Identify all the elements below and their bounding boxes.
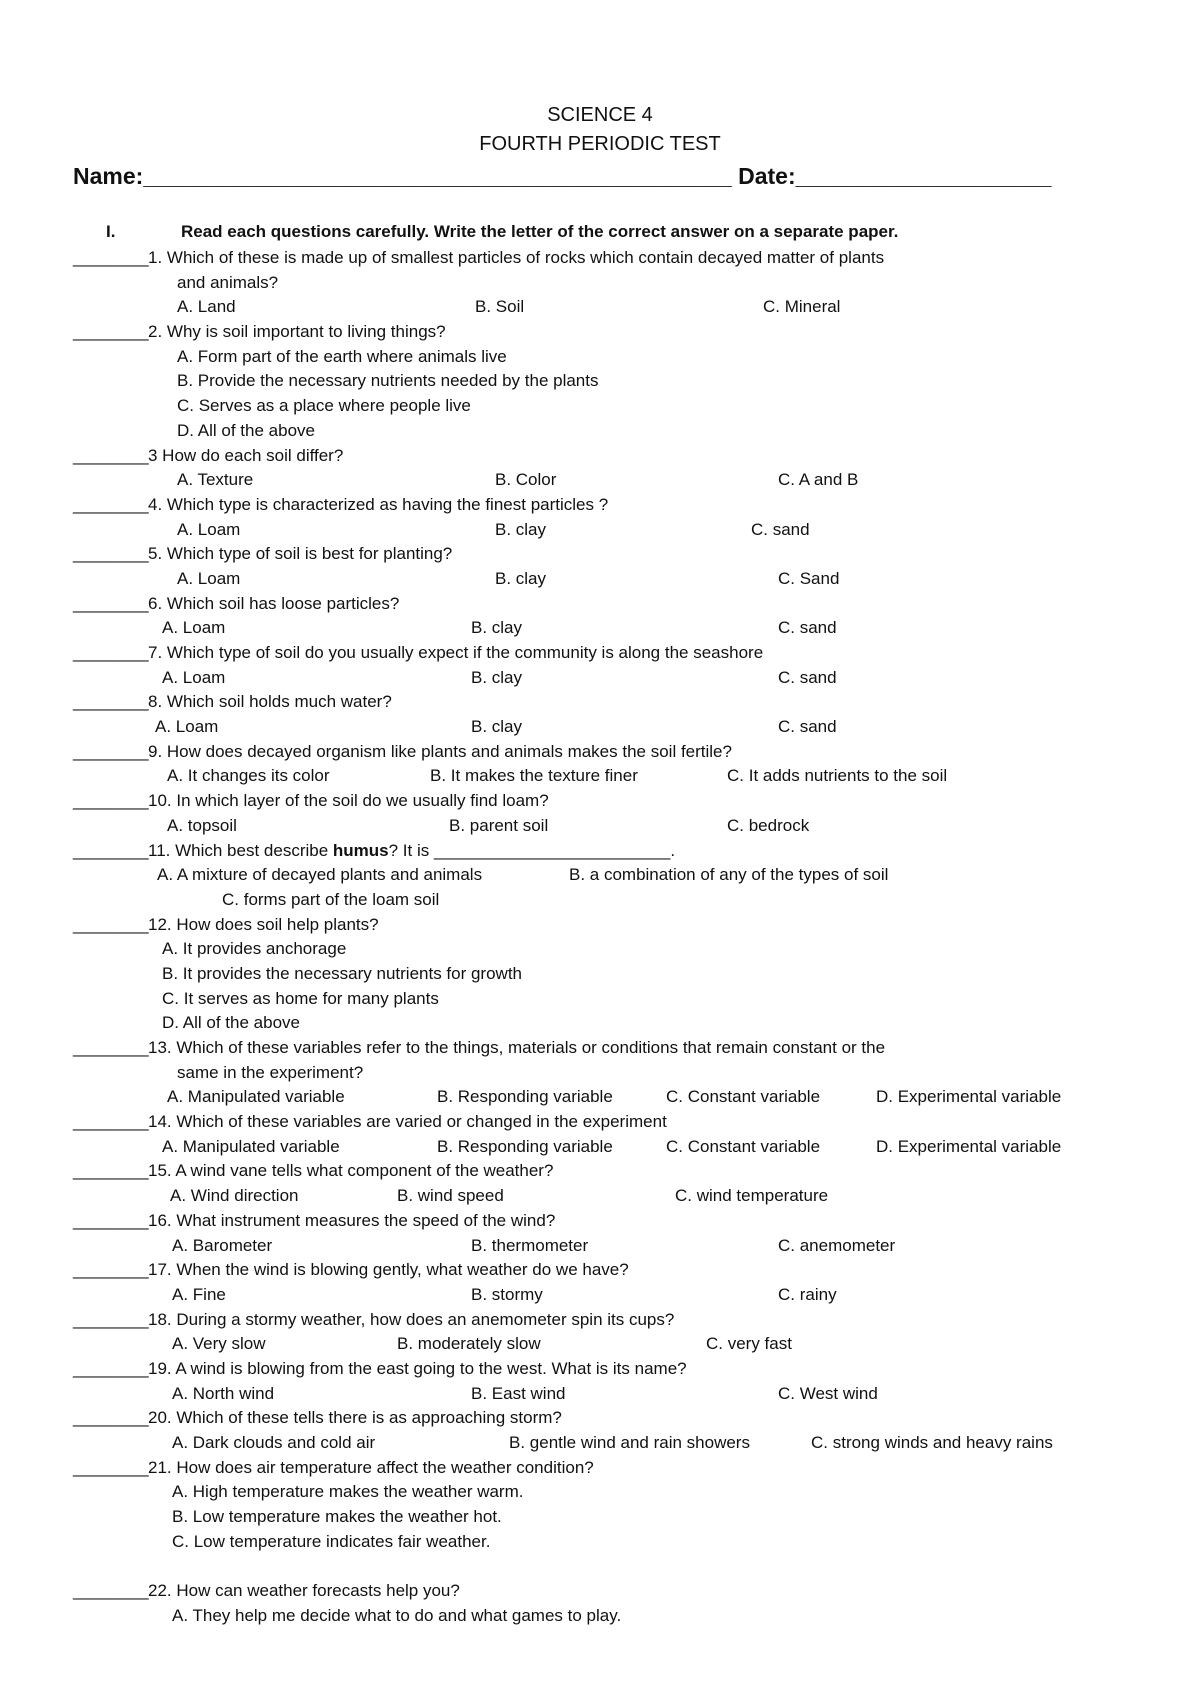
answer-blank[interactable]: ________ <box>73 1210 149 1230</box>
question-text: 5. Which type of soil is best for planting? <box>148 544 453 564</box>
question-text: 20. Which of these tells there is as approaching storm? <box>148 1408 562 1428</box>
answer-blank[interactable]: ________ <box>73 1161 149 1181</box>
question-continuation-line <box>0 273 1200 298</box>
option-line <box>0 421 1200 446</box>
date-field[interactable]: ____________________ <box>795 163 1052 189</box>
answer-option[interactable]: B. gentle wind and rain showers <box>509 1433 750 1452</box>
option-row <box>0 618 1200 643</box>
answer-option[interactable]: C. A and B <box>778 470 859 490</box>
question-text: 8. Which soil holds much water? <box>148 692 392 712</box>
option-row <box>0 569 1200 594</box>
option-line <box>0 989 1200 1014</box>
question-text: 4. Which type is characterized as having the finest particles ? <box>148 494 609 514</box>
option-line <box>0 1482 1200 1507</box>
answer-option[interactable]: A. It provides anchorage <box>162 939 347 959</box>
option-continuation-line <box>0 890 1200 915</box>
question-line <box>0 446 1200 471</box>
answer-blank[interactable]: ________ <box>73 1581 149 1601</box>
question-line <box>0 742 1200 767</box>
answer-option[interactable]: B. parent soil <box>449 815 549 835</box>
answer-option[interactable]: A. Form part of the earth where animals live <box>177 346 507 366</box>
question-text-after: ? It is _________________________. <box>388 840 676 860</box>
question-text: 15. A wind vane tells what component of the weather? <box>148 1161 554 1181</box>
answer-option[interactable]: C. West wind <box>778 1383 878 1403</box>
answer-option[interactable]: C. Serves as a place where people live <box>177 396 471 416</box>
answer-option[interactable]: A. Land <box>177 297 236 317</box>
option-row <box>0 297 1200 322</box>
option-row <box>0 717 1200 742</box>
answer-option[interactable]: C. sand <box>778 618 837 638</box>
answer-blank[interactable]: ________ <box>73 1038 149 1057</box>
question-continuation-line <box>0 1063 1200 1088</box>
answer-option[interactable]: B. clay <box>495 568 547 588</box>
question-text: 16. What instrument measures the speed of the wind? <box>148 1210 556 1230</box>
answer-option[interactable]: B. thermometer <box>471 1235 589 1255</box>
option-row <box>0 470 1200 495</box>
answer-blank[interactable]: ________ <box>73 643 149 662</box>
answer-option[interactable]: B. clay <box>471 618 523 638</box>
answer-option[interactable]: D. All of the above <box>177 420 315 440</box>
answer-option[interactable]: A. Loam <box>177 519 241 539</box>
name-date-row <box>73 163 1051 190</box>
question-text: 7. Which type of soil do you usually expect if the community is along the seashore <box>148 643 764 662</box>
option-row <box>0 1285 1200 1310</box>
answer-option[interactable]: C. wind temperature <box>675 1186 829 1206</box>
question-line <box>0 1260 1200 1285</box>
answer-option[interactable]: B. stormy <box>471 1284 543 1304</box>
question-line <box>0 643 1200 668</box>
answer-option[interactable]: B. Responding variable <box>437 1136 613 1156</box>
question-text: 3 How do each soil differ? <box>148 445 344 465</box>
option-line <box>0 939 1200 964</box>
answer-option[interactable]: C. very fast <box>706 1334 792 1354</box>
answer-blank[interactable]: ________ <box>73 445 149 465</box>
answer-option[interactable]: A. It changes its color <box>167 766 330 786</box>
answer-option[interactable]: B. Color <box>495 470 557 490</box>
question-text: 6. Which soil has loose particles? <box>148 593 400 613</box>
answer-option[interactable]: A. Manipulated variable <box>162 1136 340 1156</box>
option-line <box>0 371 1200 396</box>
answer-blank[interactable]: ________ <box>73 692 149 712</box>
question-line <box>0 1408 1200 1433</box>
question-line <box>0 495 1200 520</box>
answer-blank[interactable]: ________ <box>73 1260 149 1280</box>
answer-option[interactable]: C. sand <box>778 667 837 687</box>
answer-option[interactable]: A. topsoil <box>167 815 237 835</box>
question-line <box>0 1359 1200 1384</box>
answer-option[interactable]: B. Provide the necessary nutrients needed by the plants <box>177 371 599 391</box>
name-field[interactable]: ______________________________________________ <box>143 163 732 189</box>
answer-option[interactable]: C. Mineral <box>763 297 841 317</box>
answer-option[interactable]: C. Constant variable <box>666 1136 821 1156</box>
question-continuation: same in the experiment? <box>177 1062 364 1082</box>
answer-blank[interactable]: ________ <box>73 741 149 761</box>
answer-blank[interactable]: ________ <box>73 322 149 342</box>
question-text: 12. How does soil help plants? <box>148 914 379 934</box>
answer-option[interactable]: D. All of the above <box>162 1013 300 1033</box>
question-line <box>0 841 1200 866</box>
answer-blank[interactable]: ________ <box>73 1408 149 1428</box>
question-line <box>0 1161 1200 1186</box>
answer-option[interactable]: B. Low temperature makes the weather hot. <box>172 1507 502 1527</box>
question-line <box>0 1310 1200 1335</box>
option-row <box>0 1384 1200 1409</box>
question-line <box>0 791 1200 816</box>
question-continuation: and animals? <box>177 272 279 292</box>
answer-option[interactable]: C. rainy <box>778 1284 837 1304</box>
option-row <box>0 766 1200 791</box>
option-line <box>0 347 1200 372</box>
question-line <box>0 544 1200 569</box>
option-row <box>0 668 1200 693</box>
question-text: 13. Which of these variables refer to the things, materials or conditions that remain constant or the <box>148 1038 886 1057</box>
question-text: 9. How does decayed organism like plants and animals makes the soil fertile? <box>148 741 732 761</box>
question-text: 17. When the wind is blowing gently, what weather do we have? <box>148 1260 629 1280</box>
question-line <box>0 248 1200 273</box>
question-list <box>0 248 1200 1631</box>
answer-option[interactable]: B. wind speed <box>397 1186 504 1206</box>
answer-option[interactable]: C. strong winds and heavy rains <box>811 1433 1053 1452</box>
answer-option[interactable]: A. Very slow <box>172 1334 266 1354</box>
question-line <box>0 915 1200 940</box>
answer-blank[interactable]: ________ <box>73 248 149 267</box>
answer-option[interactable]: A. Fine <box>172 1284 226 1304</box>
answer-option[interactable]: C. It adds nutrients to the soil <box>727 766 948 786</box>
answer-option[interactable]: C. anemometer <box>778 1235 896 1255</box>
answer-option[interactable]: B. East wind <box>471 1383 566 1403</box>
answer-option[interactable]: B. It provides the necessary nutrients for growth <box>162 963 523 983</box>
option-line <box>0 1507 1200 1532</box>
question-text: 19. A wind is blowing from the east going to the west. What is its name? <box>148 1358 687 1378</box>
question-text: 18. During a stormy weather, how does an anemometer spin its cups? <box>148 1309 675 1329</box>
subject-title: SCIENCE 4 <box>547 104 653 126</box>
answer-option[interactable]: B. clay <box>471 667 523 687</box>
option-line <box>0 1013 1200 1038</box>
question-text: 2. Why is soil important to living things? <box>148 322 446 342</box>
answer-blank[interactable]: ________ <box>73 791 149 811</box>
answer-option[interactable]: B. a combination of any of the types of soil <box>569 865 889 885</box>
question-text: 22. How can weather forecasts help you? <box>148 1581 460 1601</box>
date-label: Date: <box>738 163 796 189</box>
answer-option[interactable]: D. Experimental variable <box>876 1136 1062 1156</box>
answer-option[interactable]: B. clay <box>495 519 547 539</box>
question-text: 1. Which of these is made up of smallest particles of rocks which contain decayed matter of plants <box>148 248 885 267</box>
instructions <box>106 222 898 242</box>
answer-option[interactable]: A. They help me decide what to do and what games to play. <box>172 1605 622 1625</box>
section-number: I. <box>106 222 116 241</box>
answer-option[interactable]: A. Wind direction <box>170 1186 299 1206</box>
question-text: 21. How does air temperature affect the weather condition? <box>148 1457 594 1477</box>
question-line <box>0 1458 1200 1483</box>
option-row <box>0 1186 1200 1211</box>
answer-option[interactable]: C. forms part of the loam soil <box>222 889 440 909</box>
question-line <box>0 322 1200 347</box>
option-line <box>0 396 1200 421</box>
answer-option[interactable]: A. Barometer <box>172 1235 273 1255</box>
option-row <box>0 1433 1200 1458</box>
option-row <box>0 865 1200 890</box>
answer-option[interactable]: C. bedrock <box>727 815 810 835</box>
option-line <box>0 1532 1200 1557</box>
answer-option[interactable]: A. Texture <box>177 470 254 490</box>
answer-blank[interactable]: ________ <box>73 840 149 860</box>
spacer <box>0 1556 1200 1581</box>
answer-option[interactable]: C. It serves as home for many plants <box>162 988 439 1008</box>
option-row <box>0 1334 1200 1359</box>
answer-option[interactable]: B. moderately slow <box>397 1334 541 1354</box>
answer-blank[interactable]: ________ <box>73 544 149 564</box>
instructions-text: Read each questions carefully. Write the letter of the correct answer on a separate paper. <box>181 222 899 241</box>
question-text-bold: humus <box>332 840 389 860</box>
answer-blank[interactable]: ________ <box>73 1358 149 1378</box>
answer-option[interactable]: A. Dark clouds and cold air <box>172 1433 376 1452</box>
option-row <box>0 1087 1200 1112</box>
answer-option[interactable]: C. sand <box>778 717 837 737</box>
answer-option[interactable]: D. Experimental variable <box>876 1087 1062 1107</box>
question-line <box>0 594 1200 619</box>
answer-option[interactable]: C. Constant variable <box>666 1087 821 1107</box>
name-label: Name: <box>73 163 144 189</box>
answer-option[interactable]: A. Manipulated variable <box>167 1087 345 1107</box>
answer-option[interactable]: A. Loam <box>162 618 226 638</box>
answer-option[interactable]: A. A mixture of decayed plants and animals <box>157 865 483 885</box>
question-line <box>0 692 1200 717</box>
question-line <box>0 1581 1200 1606</box>
answer-option[interactable]: A. North wind <box>172 1383 275 1403</box>
option-row <box>0 520 1200 545</box>
answer-option[interactable]: C. sand <box>751 519 810 539</box>
question-line <box>0 1038 1200 1063</box>
answer-option[interactable]: A. High temperature makes the weather warm. <box>172 1482 524 1502</box>
question-text: 14. Which of these variables are varied or changed in the experiment <box>148 1112 667 1132</box>
answer-option[interactable]: B. clay <box>471 717 523 737</box>
question-text: 10. In which layer of the soil do we usually find loam? <box>148 791 549 811</box>
answer-option[interactable]: C. Sand <box>778 568 840 588</box>
answer-blank[interactable]: ________ <box>73 914 149 934</box>
answer-option[interactable]: B. Soil <box>475 297 525 317</box>
question-text <box>148 841 675 861</box>
answer-blank[interactable]: ________ <box>73 1457 149 1477</box>
question-line <box>0 1211 1200 1236</box>
answer-blank[interactable]: ________ <box>73 593 149 613</box>
option-row <box>0 816 1200 841</box>
answer-blank[interactable]: ________ <box>73 1309 149 1329</box>
test-title: FOURTH PERIODIC TEST <box>479 133 721 155</box>
option-row <box>0 1236 1200 1261</box>
answer-option[interactable]: B. It makes the texture finer <box>430 766 638 786</box>
answer-blank[interactable]: ________ <box>73 1112 149 1132</box>
option-row <box>0 1137 1200 1162</box>
question-line <box>0 1112 1200 1137</box>
answer-blank[interactable]: ________ <box>73 494 149 514</box>
answer-option[interactable]: C. Low temperature indicates fair weather. <box>172 1531 491 1551</box>
answer-option[interactable]: A. Loam <box>177 568 241 588</box>
answer-option[interactable]: B. Responding variable <box>437 1087 613 1107</box>
option-row <box>0 1606 1200 1631</box>
answer-option[interactable]: A. Loam <box>162 667 226 687</box>
question-text-before: 11. Which best describe <box>148 840 333 860</box>
option-line <box>0 964 1200 989</box>
answer-option[interactable]: A. Loam <box>155 717 219 737</box>
